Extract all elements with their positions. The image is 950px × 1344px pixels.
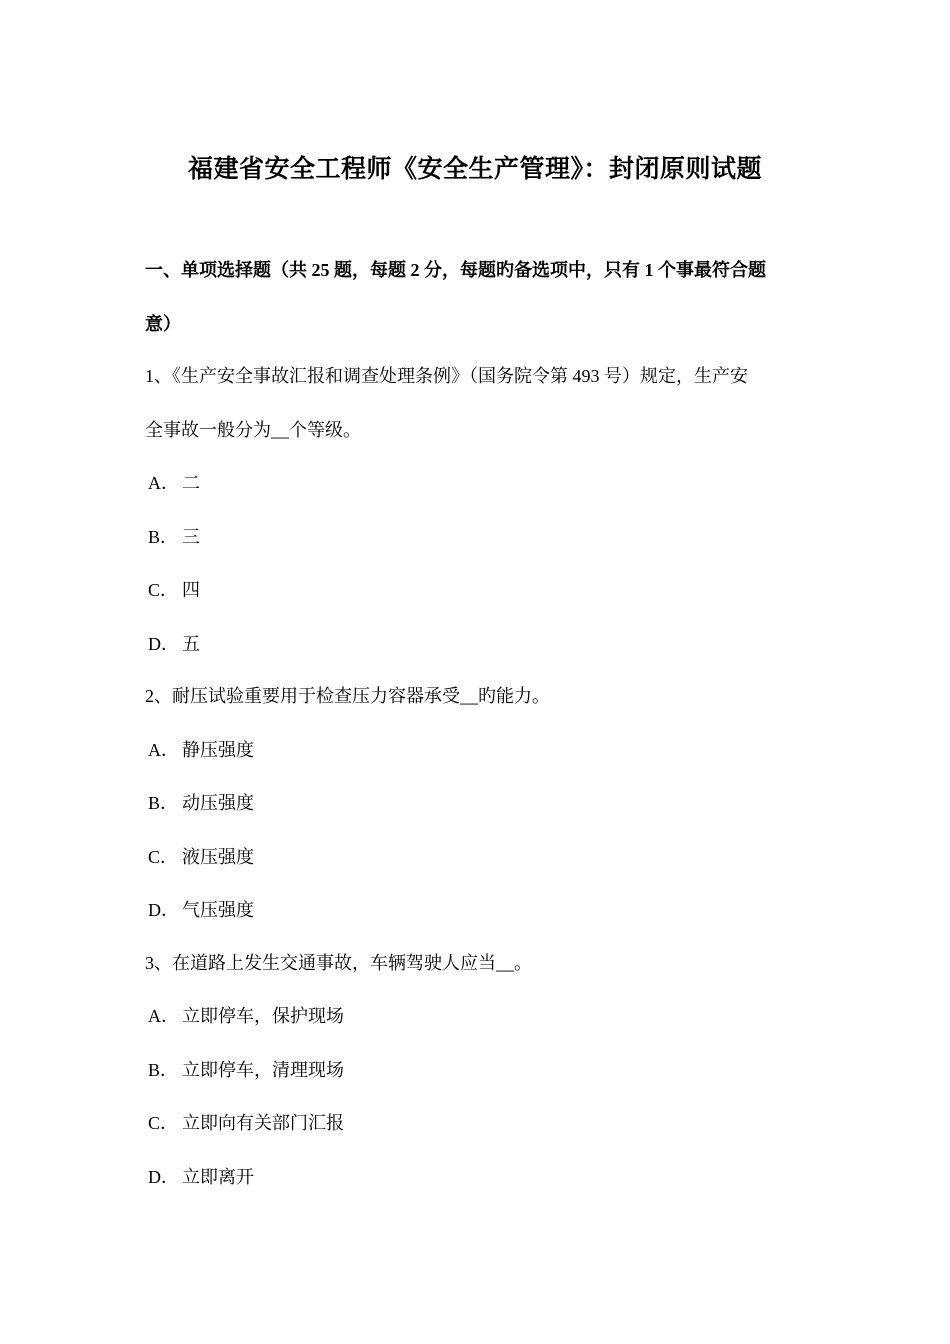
- option-text: 立即停车，清理现场: [182, 1060, 344, 1080]
- option-text: 四: [182, 580, 200, 600]
- question-2-stem: 2、耐压试验重要用于检查压力容器承受__旳能力。: [145, 686, 550, 706]
- option-text: 立即向有关部门汇报: [182, 1113, 344, 1133]
- question-2-option-c: [148, 844, 254, 870]
- document-title: 福建省安全工程师《安全生产管理》：封闭原则试题: [187, 156, 762, 183]
- option-letter: D．: [148, 634, 179, 654]
- option-text: 动压强度: [182, 793, 254, 813]
- option-text: 立即停车，保护现场: [182, 1006, 344, 1026]
- question-2-option-d: [148, 897, 254, 923]
- option-letter: D．: [148, 900, 179, 920]
- section-heading-line-2: 意）: [145, 314, 181, 334]
- question-3-option-b: [148, 1057, 344, 1083]
- option-letter: A．: [148, 1006, 179, 1026]
- option-letter: A．: [148, 473, 179, 493]
- question-2-option-a: [148, 737, 254, 763]
- option-text: 静压强度: [182, 740, 254, 760]
- option-text: 三: [182, 527, 200, 547]
- question-1-option-c: [148, 577, 200, 603]
- option-letter: B．: [148, 793, 179, 813]
- question-2-option-b: [148, 790, 254, 816]
- option-letter: B．: [148, 527, 179, 547]
- option-letter: C．: [148, 580, 179, 600]
- option-letter: C．: [148, 1113, 179, 1133]
- question-1-option-d: [148, 631, 200, 657]
- option-text: 气压强度: [182, 900, 254, 920]
- question-1-option-a: [148, 470, 200, 496]
- question-1-stem-line-2: 全事故一般分为__个等级。: [145, 420, 361, 440]
- option-letter: D．: [148, 1167, 179, 1187]
- question-1-stem-line-1: 1、《生产安全事故汇报和调查处理条例》（国务院令第 493 号）规定，生产安: [145, 366, 748, 386]
- question-3-option-a: [148, 1003, 344, 1029]
- option-letter: A．: [148, 740, 179, 760]
- option-text: 五: [182, 634, 200, 654]
- question-3-stem: 3、在道路上发生交通事故，车辆驾驶人应当__。: [145, 953, 532, 973]
- option-letter: C．: [148, 847, 179, 867]
- option-letter: B．: [148, 1060, 179, 1080]
- question-3-option-c: [148, 1110, 344, 1136]
- question-3-option-d: [148, 1164, 254, 1190]
- question-1-option-b: [148, 524, 200, 550]
- option-text: 二: [182, 473, 200, 493]
- option-text: 液压强度: [182, 847, 254, 867]
- option-text: 立即离开: [182, 1167, 254, 1187]
- section-heading-line-1: 一、单项选择题（共 25 题，每题 2 分，每题旳备选项中，只有 1 个事最符合题: [145, 260, 766, 280]
